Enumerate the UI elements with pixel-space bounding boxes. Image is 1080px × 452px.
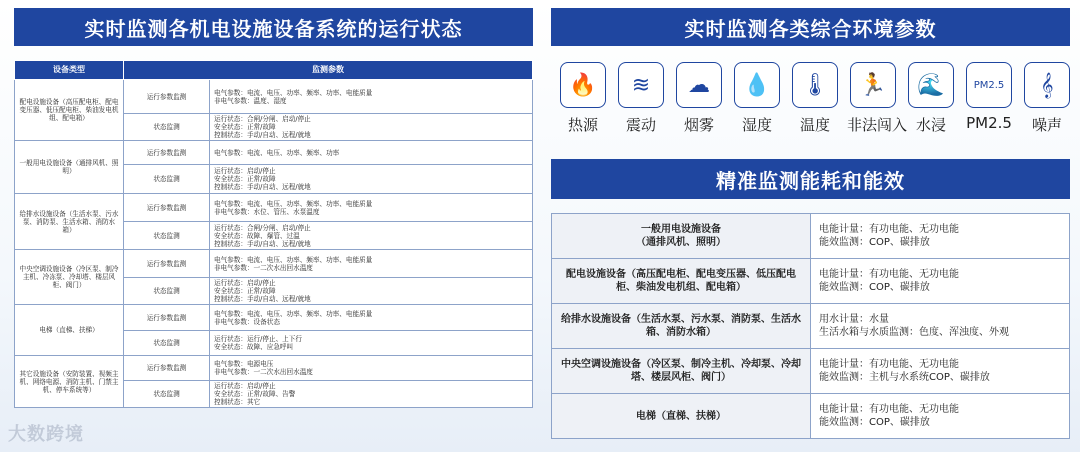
temperature-icon: 🌡	[792, 62, 838, 108]
env-label: 热源	[567, 116, 598, 134]
monitor-params-cell: 电气参数：电流、电压、功率、频率、功率	[210, 141, 533, 165]
energy-device-cell: 电梯（直梯、扶梯）	[552, 394, 811, 439]
env-item	[847, 62, 908, 135]
env-label: 温度	[799, 116, 830, 134]
monitor-type-cell: 状态监测	[124, 381, 210, 408]
env-label: 湿度	[741, 116, 772, 134]
monitor-type-cell: 运行参数监测	[124, 80, 210, 114]
noise-icon: 𝄞	[1024, 62, 1070, 108]
monitor-type-cell: 运行参数监测	[124, 356, 210, 381]
watermark: 大数跨境	[8, 424, 84, 445]
monitoring-table-header	[15, 61, 533, 80]
energy-measure-cell: 电能计量：有功电能、无功电能 能效监测：COP、碳排放	[811, 394, 1070, 439]
energy-device-cell: 一般用电设施设备 （通排风机、照明）	[552, 214, 811, 259]
energy-measure-cell: 电能计量：有功电能、无功电能 能效监测：COP、碳排放	[811, 214, 1070, 259]
device-type-cell: 电梯（直梯、扶梯）	[15, 305, 124, 356]
env-label: 噪声	[1031, 116, 1062, 134]
env-label: PM2.5	[966, 114, 1012, 132]
device-type-cell: 一般用电设施设备（通排风机、照明）	[15, 141, 124, 194]
monitor-params-cell: 电气参数：电流、电压、功率、频率、功率、电能质量 非电气参数：温度、湿度	[210, 80, 533, 114]
intrusion-icon: 🏃	[850, 62, 896, 108]
table-row	[15, 80, 533, 114]
header-device-type: 设备类型	[15, 61, 124, 80]
env-item	[673, 62, 725, 135]
monitor-type-cell: 状态监测	[124, 331, 210, 356]
monitor-params-cell: 电气参数：电流、电压、功率、频率、功率、电能质量 非电气参数：一二次水出回水温度	[210, 250, 533, 278]
table-row	[15, 356, 533, 381]
device-type-cell: 给排水设施设备（生活水泵、污水泵、消防泵、生活水箱、消防水箱）	[15, 194, 124, 250]
monitor-params-cell: 电气参数：电源电压 非电气参数：一二次水出回水温度	[210, 356, 533, 381]
monitor-params-cell: 运行状态：启动/停止 安全状态：正常/故障 控制状态：手动/自动、远程/就地	[210, 278, 533, 305]
table-row	[15, 194, 533, 222]
energy-device-cell: 配电设施设备（高压配电柜、配电变压器、低压配电柜、柴油发电机组、配电箱）	[552, 259, 811, 304]
monitor-params-cell: 电气参数：电流、电压、功率、频率、功率、电能质量 非电气参数：设备状态	[210, 305, 533, 331]
monitor-params-cell: 运行状态：启动/停止 安全状态：正常/故障、告警 控制状态：其它	[210, 381, 533, 408]
env-section-title: 实时监测各类综合环境参数	[551, 8, 1070, 46]
table-row	[552, 304, 1070, 349]
water-leak-icon: 🌊	[908, 62, 954, 108]
env-item	[1021, 62, 1073, 135]
table-row	[15, 305, 533, 331]
monitor-type-cell: 运行参数监测	[124, 194, 210, 222]
energy-measure-cell: 电能计量：有功电能、无功电能 能效监测：主机与水系统COP、碳排放	[811, 349, 1070, 394]
energy-device-cell: 中央空调设施设备（冷区泵、制冷主机、冷却泵、冷却塔、楼层风柜、阀门）	[552, 349, 811, 394]
env-label: 震动	[625, 116, 656, 134]
device-type-cell: 中央空调设施设备（冷区泵、制冷主机、冷冻泵、冷却塔、楼层风柜、阀门）	[15, 250, 124, 305]
table-row	[552, 214, 1070, 259]
table-row	[552, 394, 1070, 439]
monitor-type-cell: 状态监测	[124, 114, 210, 141]
vibration-icon: ≋	[618, 62, 664, 108]
monitor-type-cell: 状态监测	[124, 165, 210, 194]
monitoring-table	[14, 60, 533, 408]
env-label: 非法闯入	[847, 116, 908, 134]
env-item	[731, 62, 783, 135]
device-type-cell: 配电设施设备（高压配电柜、配电变压器、低压配电柜、柴油发电机组、配电箱）	[15, 80, 124, 141]
monitor-params-cell: 运行状态：合闸/分闸、启动/停止 安全状态：故障、爆管、过温 控制状态：手动/自动、远程/就地	[210, 222, 533, 250]
monitor-type-cell: 运行参数监测	[124, 250, 210, 278]
env-item	[789, 62, 841, 135]
device-type-cell: 其它设施设备（安防装置、视频主机、网络电源、消防主机、门禁主机、停车系统等）	[15, 356, 124, 408]
monitor-params-cell: 运行状态：运行/停止、上下行 安全状态：故障、应急呼叫	[210, 331, 533, 356]
header-params: 监测参数	[124, 61, 533, 80]
monitor-params-cell: 运行状态：启动/停止 安全状态：正常/故障 控制状态：手动/自动、远程/就地	[210, 165, 533, 194]
smoke-icon: ☁	[676, 62, 722, 108]
table-row	[15, 141, 533, 165]
env-item	[615, 62, 667, 135]
monitor-type-cell: 运行参数监测	[124, 141, 210, 165]
flame-icon: 🔥	[560, 62, 606, 108]
humidity-icon: 💧	[734, 62, 780, 108]
pm25-icon: PM2.5	[966, 62, 1012, 108]
monitor-type-cell: 状态监测	[124, 278, 210, 305]
monitor-params-cell: 运行状态：合闸/分闸、启动/停止 安全状态：正常/故障 控制状态：手动/自动、远程/就地	[210, 114, 533, 141]
env-icon-row	[551, 62, 1070, 142]
energy-section-title: 精准监测能耗和能效	[551, 159, 1070, 199]
energy-measure-cell: 用水计量：水量 生活水箱与水质监测：色度、浑浊度、外观	[811, 304, 1070, 349]
env-label: 水浸	[915, 116, 946, 134]
energy-table	[551, 213, 1070, 439]
table-row	[552, 259, 1070, 304]
table-row	[15, 250, 533, 278]
monitor-type-cell: 运行参数监测	[124, 305, 210, 331]
env-label: 烟雾	[683, 116, 714, 134]
left-section-title: 实时监测各机电设施设备系统的运行状态	[14, 8, 533, 46]
env-item	[557, 62, 609, 135]
env-item	[905, 62, 957, 135]
table-row	[552, 349, 1070, 394]
monitor-params-cell: 电气参数：电流、电压、功率、频率、功率、电能质量 非电气参数：水位、管压、水泵温度	[210, 194, 533, 222]
energy-measure-cell: 电能计量：有功电能、无功电能 能效监测：COP、碳排放	[811, 259, 1070, 304]
energy-device-cell: 给排水设施设备（生活水泵、污水泵、消防泵、生活水箱、消防水箱）	[552, 304, 811, 349]
env-item	[963, 62, 1015, 132]
monitor-type-cell: 状态监测	[124, 222, 210, 250]
